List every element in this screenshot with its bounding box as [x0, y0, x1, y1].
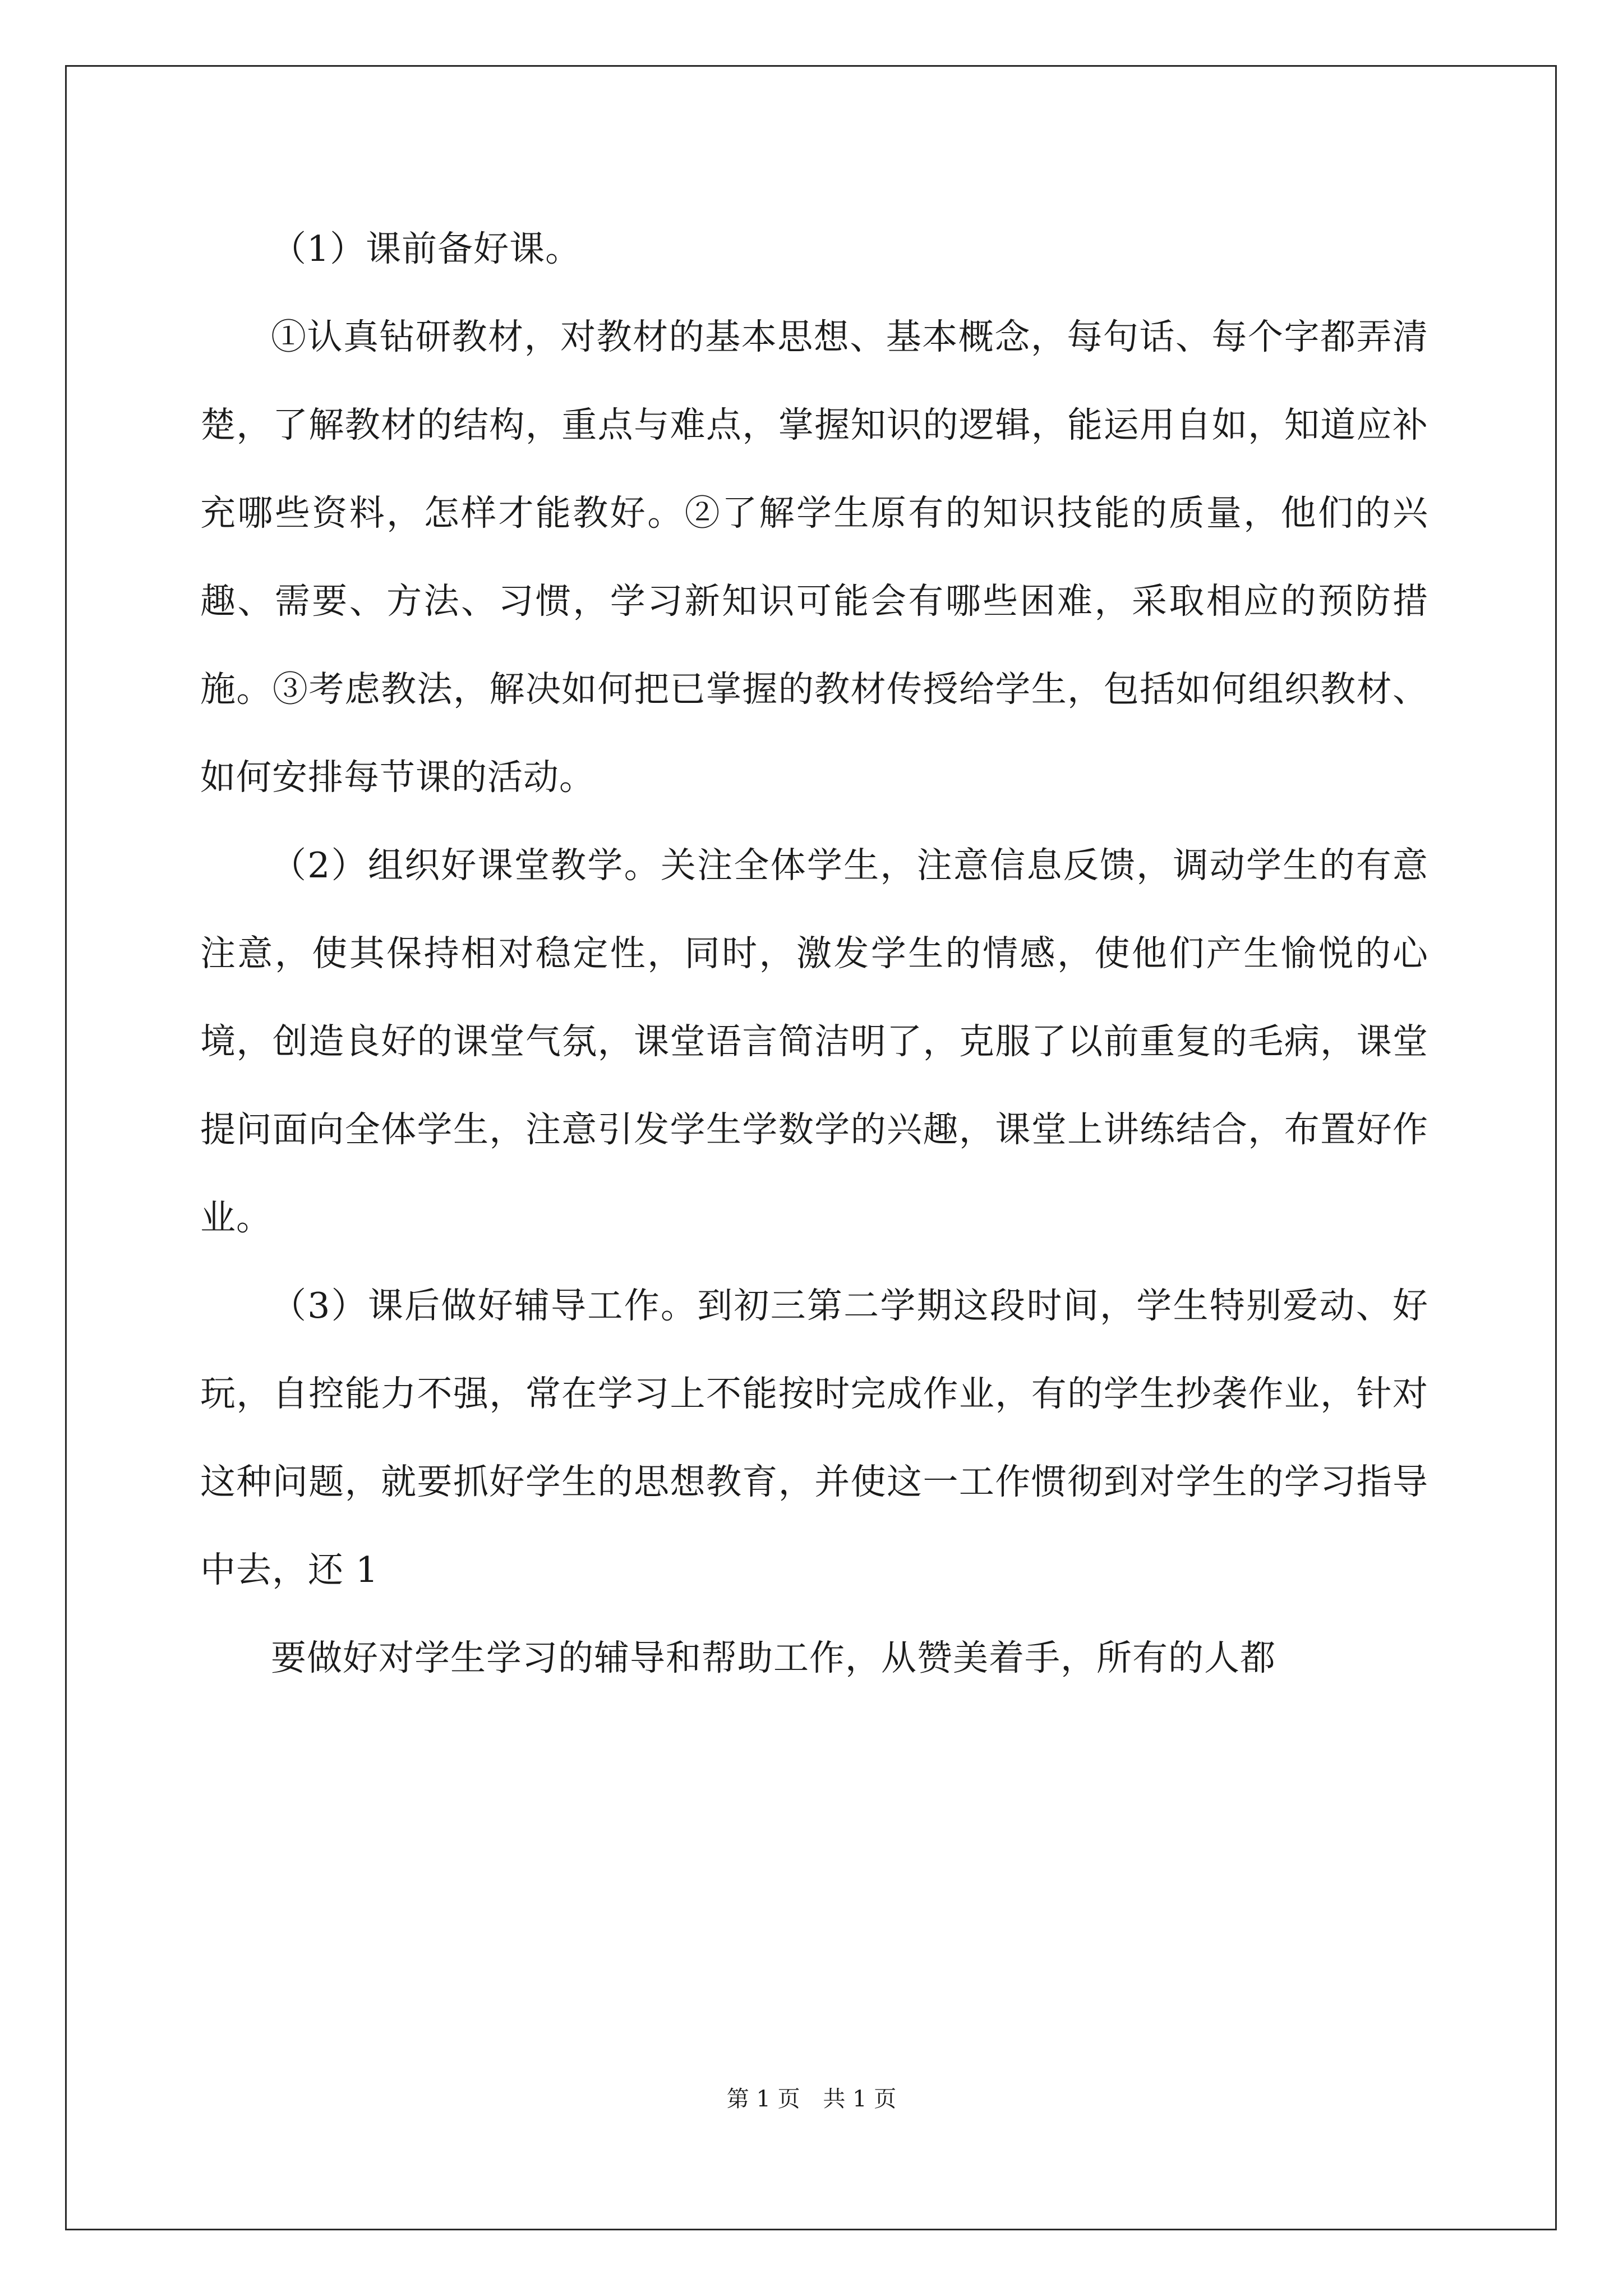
page-total: 共 1 页	[823, 2086, 897, 2112]
document-body	[200, 205, 1428, 1702]
paragraph-4: （3）课后做好辅导工作。到初三第二学期这段时间，学生特别爱动、好玩，自控能力不强，常在学习上不能按时完成作业，有的学生抄袭作业，针对这种问题，就要抓好学生的思想教育，并使这一工作惯彻到对学生的学习指导中去，还 1	[200, 1285, 1428, 1590]
paragraph-1: （1）课前备好课。	[271, 228, 582, 269]
page-number: 第 1 页	[726, 2086, 800, 2112]
paragraph-3: （2）组织好课堂教学。关注全体学生，注意信息反馈，调动学生的有意注意，使其保持相对稳定性，同时，激发学生的情感，使他们产生愉悦的心境，创造良好的课堂气氛，课堂语言简洁明了，克服了以前重复的毛病，课堂提问面向全体学生，注意引发学生学数学的兴趣，课堂上讲练结合，布置好作业。	[200, 845, 1428, 1238]
page-footer	[0, 2081, 1623, 2113]
paragraph-2: ①认真钻研教材，对教材的基本思想、基本概念，每句话、每个字都弄清楚，了解教材的结构，重点与难点，掌握知识的逻辑，能运用自如，知道应补充哪些资料，怎样才能教好。②了解学生原有的知识技能的质量，他们的兴趣、需要、方法、习惯，学习新知识可能会有哪些困难，采取相应的预防措施。③考虑教法，解决如何把已掌握的教材传授给学生，包括如何组织教材、如何安排每节课的活动。	[200, 316, 1428, 798]
paragraph-5: 要做好对学生学习的辅导和帮助工作，从赞美着手，所有的人都	[271, 1637, 1276, 1678]
